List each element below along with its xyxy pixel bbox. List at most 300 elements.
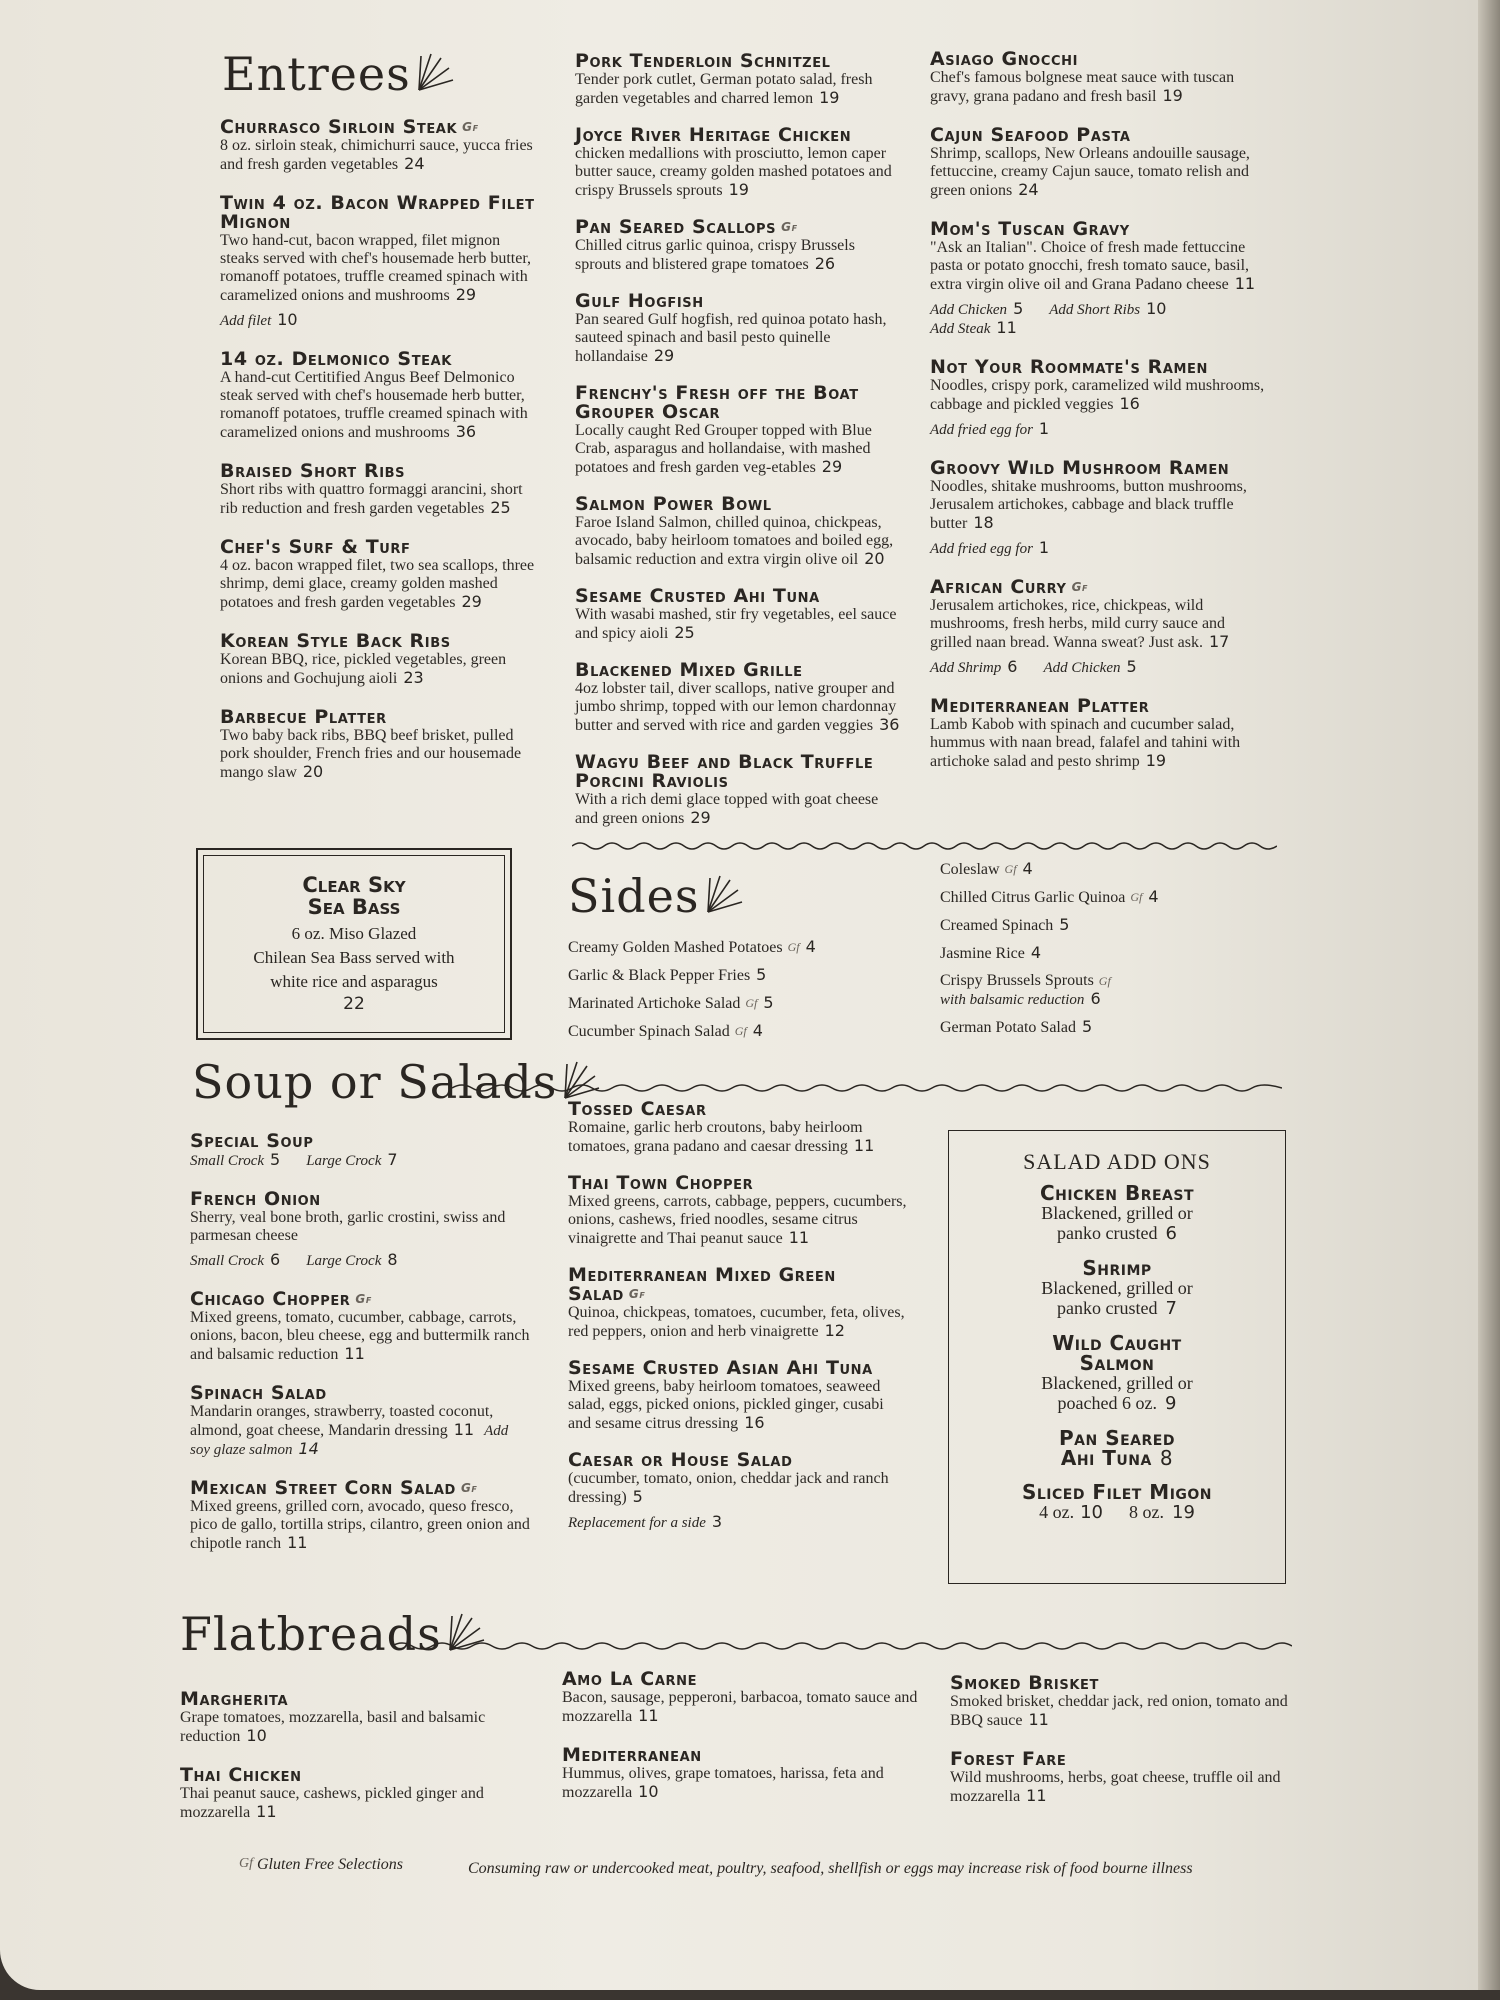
item-price: 25: [490, 498, 511, 517]
item-name: [950, 1674, 1310, 1693]
soups-title: Soup or Salads: [192, 1055, 558, 1109]
item-description-text: Jerusalem artichokes, rice, chickpeas, wild mushrooms, fresh herbs, mild curry sauce and grilled naan bread. Wanna sweat? Just ask.: [930, 597, 1226, 651]
side-subtext: with balsamic reduction: [940, 992, 1085, 1008]
addon-name-text: Pan Seared: [1059, 1426, 1175, 1450]
item-description: [930, 69, 1270, 106]
item-description-text: 4oz lobster tail, diver scallops, native grouper and jumbo shrimp, topped with our lemon chardonnay butter and served with rice and garden veggies: [575, 680, 897, 734]
menu-item: [220, 194, 540, 330]
side-name: Garlic & Black Pepper Fries: [568, 967, 751, 984]
entrees-column-2: [575, 52, 905, 846]
item-price: 29: [461, 592, 482, 611]
menu-item: [220, 462, 540, 518]
item-description: [575, 514, 905, 569]
side-price: 5: [756, 965, 767, 984]
sides-column-1: [568, 938, 898, 1050]
sides-title: Sides: [568, 869, 700, 923]
item-name: [575, 384, 905, 422]
addon-item: [949, 1428, 1285, 1468]
addon-name-text: Sliced Filet Migon: [1021, 1480, 1213, 1504]
add-on-price: 1: [1038, 538, 1050, 557]
addon-desc-text: poached 6 oz.: [1057, 1393, 1157, 1413]
item-description-text: Lamb Kabob with spinach and cucumber salad, hummus with naan bread, falafel and tahini with artichoke salad and pesto shrimp: [930, 716, 1241, 770]
flatbreads-column-3: [950, 1674, 1310, 1826]
menu-item: [562, 1670, 922, 1726]
item-name: [930, 697, 1270, 716]
add-on-price: 10: [277, 310, 298, 329]
item-description: [568, 1304, 908, 1341]
addon-desc-text: Blackened, grilled or: [1041, 1278, 1193, 1298]
side-price: 5: [763, 993, 774, 1012]
item-name: [575, 495, 905, 514]
menu-item: [190, 1384, 530, 1459]
palm-icon: [704, 872, 744, 916]
item-name-text: Twin 4 oz. Bacon Wrapped Filet Mignon: [220, 192, 535, 233]
side-item: [940, 972, 1270, 1009]
item-price: 11: [287, 1533, 308, 1552]
add-on-option: Small Crock: [190, 1253, 265, 1269]
item-price: 12: [824, 1321, 845, 1340]
item-name: [930, 50, 1270, 69]
add-on-line: [190, 1151, 530, 1170]
side-name: Crispy Brussels Sprouts: [940, 972, 1094, 989]
addon-item: [949, 1258, 1285, 1319]
side-name: Creamy Golden Mashed Potatoes: [568, 939, 783, 956]
item-name: [190, 1190, 530, 1209]
addon-name-text: Chicken Breast: [1039, 1181, 1195, 1205]
item-description-text: Locally caught Red Grouper topped with Blue Crab, asparagus and hollandaise, with mashed potatoes and fresh garden veg-etables: [575, 422, 872, 476]
add-on-option: Add filet: [220, 313, 272, 329]
item-description: [575, 311, 905, 366]
addon-price: 6: [1165, 1223, 1177, 1244]
item-name: [220, 118, 540, 137]
item-description: [190, 1403, 530, 1459]
side-item: [940, 888, 1270, 907]
item-description-text: Mandarin oranges, strawberry, toasted coconut, almond, goat cheese, Mandarin dressing: [190, 1403, 494, 1439]
item-description: [220, 369, 540, 442]
item-price: 29: [455, 285, 477, 304]
item-name-text: Smoked Brisket: [950, 1672, 1099, 1694]
item-price: 11: [853, 1136, 875, 1155]
page-edge: [1478, 0, 1500, 1990]
item-description-text: 4 oz. bacon wrapped filet, two sea scallops, three shrimp, demi glace, creamy golden mashed potatoes and fresh garden vegetables: [220, 557, 535, 611]
side-name: Cucumber Spinach Salad: [568, 1023, 730, 1040]
item-description: [930, 377, 1270, 414]
menu-item: [930, 697, 1270, 771]
entrees-title: Entrees: [222, 47, 411, 101]
add-on-line: [930, 319, 1270, 338]
gf-icon: Gf: [239, 1856, 253, 1871]
item-name: [930, 220, 1270, 239]
gluten-free-icon: Gf: [460, 1481, 478, 1495]
item-description: [575, 606, 905, 643]
side-price: 4: [805, 937, 816, 956]
addon-desc: [949, 1373, 1285, 1414]
menu-item: [220, 118, 540, 174]
entrees-column-1: [220, 118, 540, 802]
add-on-price: 3: [711, 1512, 723, 1531]
item-description: [220, 137, 540, 174]
gf-label: Gluten Free Selections: [257, 1856, 404, 1873]
item-description-text: With a rich demi glace topped with goat cheese and green onions: [575, 791, 879, 827]
item-description-text: Mixed greens, grilled corn, avocado, queso fresco, pico de gallo, tortilla strips, cilantro, green onion and chipotle ranch: [190, 1498, 530, 1552]
side-name: Jasmine Rice: [940, 945, 1025, 962]
menu-item: [575, 661, 905, 735]
entrees-header: [222, 47, 455, 101]
item-description-text: Noodles, crispy pork, caramelized wild mushrooms, cabbage and pickled veggies: [930, 377, 1265, 413]
item-price: 20: [864, 549, 885, 568]
item-description: [930, 145, 1270, 200]
item-price: 16: [744, 1413, 765, 1432]
menu-item: [568, 1359, 908, 1433]
item-name-text: Tossed Caesar: [568, 1098, 707, 1120]
item-name-text: Wagyu Beef and Black Truffle Porcini Raviolis: [575, 751, 874, 792]
item-price: 10: [246, 1726, 267, 1745]
addons-title: SALAD ADD ONS: [1023, 1149, 1211, 1174]
item-name: [180, 1690, 530, 1709]
addon-price: 8: [1159, 1446, 1174, 1470]
addon-desc-text: 4 oz.: [1039, 1502, 1075, 1522]
entrees-column-3: [930, 50, 1270, 791]
addon-item: [949, 1482, 1285, 1523]
item-name: [220, 708, 540, 727]
menu-item: [930, 358, 1270, 439]
item-name-text: Pork Tenderloin Schnitzel: [575, 50, 831, 72]
item-description: [930, 716, 1270, 771]
add-on-line: [220, 311, 540, 330]
item-name: [568, 1266, 908, 1304]
menu-item: [180, 1766, 530, 1822]
menu-item: [562, 1746, 922, 1802]
item-description: [575, 791, 905, 828]
item-name: [575, 126, 905, 145]
item-price: 19: [1145, 751, 1167, 770]
side-price: 6: [1090, 989, 1101, 1008]
gluten-free-icon: Gf: [1130, 890, 1143, 904]
addon-desc-text: Blackened, grilled or: [1041, 1373, 1193, 1393]
item-name-text: Spinach Salad: [190, 1382, 327, 1404]
item-name-text: Amo La Carne: [562, 1668, 698, 1690]
item-name: [190, 1479, 530, 1498]
item-name: [562, 1670, 922, 1689]
item-price: 36: [455, 422, 477, 441]
gluten-free-icon: Gf: [734, 1024, 747, 1038]
menu-item: [568, 1266, 908, 1341]
item-name: [190, 1132, 530, 1151]
item-name-text: Frenchy's Fresh off the Boat Grouper Oscar: [575, 382, 859, 423]
item-description-text: Shrimp, scallops, New Orleans andouille sausage, fettuccine, creamy Cajun sauce, tomato relish and green onions: [930, 145, 1250, 199]
item-description: [930, 239, 1270, 294]
add-on-option: Large Crock: [306, 1253, 382, 1269]
item-name-text: Not Your Roommate's Ramen: [930, 356, 1209, 378]
item-description-text: 8 oz. sirloin steak, chimichurri sauce, yucca fries and fresh garden vegetables: [220, 137, 533, 173]
item-description-text: Thai peanut sauce, cashews, pickled ginger and mozzarella: [180, 1785, 484, 1821]
side-item: [940, 1018, 1270, 1037]
menu-item: [575, 753, 905, 828]
item-name-text: Churrasco Sirloin Steak: [220, 116, 458, 138]
item-price: 11: [344, 1344, 365, 1363]
addon-desc-text: 8 oz.: [1129, 1502, 1164, 1522]
item-description: [575, 422, 905, 477]
item-description-text: With wasabi mashed, stir fry vegetables, eel sauce and spicy aioli: [575, 606, 897, 642]
side-item: [568, 938, 898, 957]
item-description-text: (cucumber, tomato, onion, cheddar jack and ranch dressing): [568, 1470, 889, 1506]
item-name: [220, 350, 540, 369]
item-name-text: Joyce River Heritage Chicken: [575, 124, 852, 146]
item-name: [220, 462, 540, 481]
menu-item: [180, 1690, 530, 1746]
side-price: 4: [1030, 943, 1042, 962]
item-description: [950, 1769, 1310, 1806]
item-description-text: Mixed greens, baby heirloom tomatoes, seaweed salad, eggs, picked onions, pickled ginger, cusabi and sesame citrus dressing: [568, 1378, 884, 1432]
item-description-text: "Ask an Italian". Choice of fresh made fettuccine pasta or potato gnocchi, fresh tomato sauce, basil, extra virgin olive oil and Grana Padano cheese: [930, 239, 1250, 293]
addon-name: [949, 1183, 1285, 1203]
gluten-free-icon: Gf: [1071, 580, 1089, 594]
menu-item: [575, 292, 905, 366]
gluten-free-icon: Gf: [628, 1287, 646, 1301]
menu-item: [575, 126, 905, 200]
menu-item: [568, 1174, 908, 1248]
item-price: 11: [788, 1228, 810, 1247]
item-description: [575, 71, 905, 108]
menu-item: [190, 1479, 530, 1553]
menu-item: [220, 708, 540, 782]
item-price: 36: [879, 715, 900, 734]
menu-item: [930, 50, 1270, 106]
menu-item: [220, 632, 540, 688]
item-price: 29: [690, 808, 711, 827]
gluten-free-icon: Gf: [781, 220, 798, 234]
gluten-free-icon: Gf: [1098, 974, 1111, 988]
item-name-text: Asiago Gnocchi: [930, 48, 1079, 70]
item-name-text: Sesame Crusted Asian Ahi Tuna: [568, 1357, 873, 1379]
item-name-text: Margherita: [180, 1688, 289, 1710]
item-price: 10: [638, 1782, 659, 1801]
item-description-text: Noodles, shitake mushrooms, button mushrooms, Jerusalem artichokes, cabbage and black truffle butter: [930, 478, 1247, 532]
addon-price: 10: [1080, 1502, 1103, 1523]
item-price: 29: [821, 457, 843, 476]
side-name: Marinated Artichoke Salad: [568, 995, 741, 1012]
add-on-option: Add fried egg for: [930, 422, 1033, 438]
menu-item: [930, 220, 1270, 338]
gluten-free-icon: Gf: [355, 1292, 372, 1306]
item-name-text: French Onion: [190, 1188, 321, 1210]
item-price: 18: [973, 513, 994, 532]
item-description: [220, 557, 540, 612]
item-name-text: Caesar or House Salad: [568, 1449, 793, 1471]
item-description: [190, 1498, 530, 1553]
menu-item: [930, 126, 1270, 200]
item-name-text: Thai Chicken: [180, 1764, 302, 1786]
add-on-line: [930, 539, 1270, 558]
item-price: 25: [674, 623, 695, 642]
add-on-price: 8: [387, 1250, 398, 1269]
item-description-text: Mixed greens, carrots, cabbage, peppers, cucumbers, onions, cashews, fried noodles, sesame citrus vinaigrette and Thai peanut sauce: [568, 1193, 907, 1247]
addon-name: [949, 1333, 1285, 1373]
item-name-text: Chef's Surf & Turf: [220, 536, 411, 558]
item-description: [568, 1378, 908, 1433]
item-name-text: Sesame Crusted Ahi Tuna: [575, 585, 820, 607]
menu-item: [950, 1750, 1310, 1806]
item-description: [220, 232, 540, 305]
add-on-option: Add fried egg for: [930, 541, 1033, 557]
item-name: [220, 632, 540, 651]
item-price: 24: [404, 154, 425, 173]
add-on-price: 14: [298, 1439, 319, 1458]
item-description: [190, 1209, 530, 1245]
add-on-line: [930, 658, 1270, 677]
menu-item: [575, 495, 905, 569]
item-name: [190, 1290, 530, 1309]
item-description: [568, 1119, 908, 1156]
item-name-text: Thai Town Chopper: [568, 1172, 754, 1194]
side-name: Creamed Spinach: [940, 917, 1054, 934]
item-name-text: Mexican Street Corn Salad: [190, 1477, 456, 1499]
add-on-option: Add Short Ribs: [1049, 302, 1141, 318]
sides-header: [568, 869, 744, 923]
item-name: [575, 661, 905, 680]
item-name-text: Braised Short Ribs: [220, 460, 406, 482]
item-name: [190, 1384, 530, 1403]
food-warning: Consuming raw or undercooked meat, poultry, seafood, shellfish or eggs may increase risk of food bourne illness: [468, 1860, 1193, 1877]
flatbreads-title: Flatbreads: [180, 1607, 442, 1661]
palm-icon: [415, 50, 455, 94]
item-description-text: Korean BBQ, rice, pickled vegetables, green onions and Gochujung aioli: [220, 651, 507, 687]
addon-name: [949, 1258, 1285, 1278]
side-item: [568, 966, 898, 985]
item-name-text: Mediterranean Mixed Green Salad: [568, 1264, 836, 1305]
item-price: 23: [403, 668, 424, 687]
item-name-text: Mediterranean Platter: [930, 695, 1150, 717]
item-price: 16: [1119, 394, 1140, 413]
side-price: 4: [1148, 887, 1159, 906]
item-price: 24: [1018, 180, 1039, 199]
add-on-line: [568, 1513, 908, 1532]
add-on-option: Add Chicken: [930, 302, 1008, 318]
salad-addons-box: [948, 1130, 1286, 1584]
menu-item: [190, 1132, 530, 1170]
item-description-text: chicken medallions with prosciutto, lemon caper butter sauce, creamy golden mashed potatoes and crispy Brussels sprouts: [575, 145, 892, 199]
item-description-text: Wild mushrooms, herbs, goat cheese, truffle oil and mozzarella: [950, 1769, 1281, 1805]
item-description-text: Tender pork cutlet, German potato salad, fresh garden vegetables and charred lemon: [575, 71, 873, 107]
gluten-free-icon: Gf: [787, 940, 800, 954]
add-on-option: Large Crock: [306, 1153, 382, 1169]
item-price: 11: [453, 1420, 475, 1439]
item-description-text: Two baby back ribs, BBQ beef brisket, pulled pork shoulder, French fries and our housemade mango slaw: [220, 727, 522, 781]
item-description: [568, 1470, 908, 1507]
menu-item: [575, 52, 905, 108]
item-name: [568, 1451, 908, 1470]
special-price: 22: [343, 994, 365, 1014]
item-description: [562, 1765, 922, 1802]
item-name-text: Barbecue Platter: [220, 706, 387, 728]
item-description: [220, 481, 540, 518]
side-item: [568, 994, 898, 1013]
add-on-price: 7: [387, 1150, 398, 1169]
item-description: [575, 680, 905, 735]
item-name: [568, 1359, 908, 1378]
item-name-text: Mom's Tuscan Gravy: [930, 218, 1130, 240]
addon-desc: [949, 1203, 1285, 1244]
menu-item: [220, 350, 540, 442]
add-on-line: [930, 420, 1270, 439]
item-price: 20: [302, 762, 324, 781]
special-desc: 6 oz. Miso Glazed Chilean Sea Bass served with white rice and asparagus: [253, 924, 455, 991]
add-on-option: Add Chicken: [1043, 660, 1121, 676]
item-name: [220, 194, 540, 232]
side-name: Coleslaw: [940, 861, 1000, 878]
item-name-text: Pan Seared Scallops: [575, 216, 777, 238]
item-description: [575, 145, 905, 200]
item-description-text: Romaine, garlic herb croutons, baby heirloom tomatoes, grana padano and caesar dressing: [568, 1119, 863, 1155]
item-price: 11: [638, 1706, 659, 1725]
item-description-text: Hummus, olives, grape tomatoes, harissa, feta and mozzarella: [562, 1765, 884, 1801]
menu-item: [930, 578, 1270, 677]
side-price: 4: [752, 1021, 763, 1040]
item-price: 19: [728, 180, 749, 199]
menu-item: [930, 459, 1270, 558]
item-name-text: Groovy Wild Mushroom Ramen: [930, 457, 1230, 479]
item-price: 19: [819, 88, 840, 107]
gluten-free-icon: Gf: [1004, 862, 1017, 876]
side-name: Chilled Citrus Garlic Quinoa: [940, 889, 1126, 906]
item-name-text: Korean Style Back Ribs: [220, 630, 451, 652]
addon-name: [949, 1428, 1285, 1468]
add-on-option: Replacement for a side: [568, 1515, 706, 1531]
item-price: 11: [256, 1802, 277, 1821]
sides-column-2: [940, 860, 1270, 1046]
item-description: [220, 651, 540, 688]
item-description-text: Two hand-cut, bacon wrapped, filet mignon steaks served with chef's housemade herb butter, romanoff potatoes, truffle creamed spinach with caramelized onions and mushrooms: [220, 232, 532, 304]
item-description-text: A hand-cut Certitified Angus Beef Delmonico steak served with chef's housemade herb butter, romanoff potatoes, truffle creamed spinach with caramelized onions and mushrooms: [220, 369, 528, 441]
menu-item: [190, 1290, 530, 1364]
wave-divider: [572, 840, 1277, 852]
menu-item: [575, 384, 905, 477]
item-name-text: Special Soup: [190, 1130, 314, 1152]
side-item: [940, 944, 1270, 963]
addon-desc-text: panko crusted: [1057, 1298, 1158, 1318]
item-description-text: Faroe Island Salmon, chilled quinoa, chickpeas, avocado, baby heirloom tomatoes and boiled egg, balsamic reduction and extra virgin olive oil: [575, 514, 894, 568]
add-on-price: 6: [1007, 657, 1018, 676]
item-price: 17: [1209, 632, 1230, 651]
item-description-text: Mixed greens, tomato, cucumber, cabbage, carrots, onions, bacon, bleu cheese, egg and buttermilk ranch and balsamic reduction: [190, 1309, 530, 1363]
item-description: [930, 597, 1270, 652]
item-name: [930, 459, 1270, 478]
add-on-price: 10: [1146, 299, 1167, 318]
add-on-option: Add Steak: [930, 321, 991, 337]
item-name-text: 14 oz. Delmonico Steak: [220, 348, 452, 370]
item-name: [180, 1766, 530, 1785]
side-item: [568, 1022, 898, 1041]
item-description-text: Chilled citrus garlic quinoa, crispy Brussels sprouts and blistered grape tomatoes: [575, 237, 855, 273]
flatbreads-column-1: [180, 1690, 530, 1842]
addon-price: 19: [1172, 1502, 1195, 1523]
add-on-option: Small Crock: [190, 1153, 265, 1169]
menu-item: [575, 587, 905, 643]
soups-header: [192, 1055, 601, 1109]
item-name: [930, 578, 1270, 597]
palm-icon: [561, 1058, 601, 1102]
add-on-line: [190, 1251, 530, 1270]
special-name: Clear Sky Sea Bass: [302, 873, 406, 919]
item-name: [220, 538, 540, 557]
add-on-price: 5: [270, 1150, 281, 1169]
add-on-option: Add Shrimp: [930, 660, 1002, 676]
wave-divider: [452, 1082, 1282, 1094]
item-price: 19: [1162, 86, 1183, 105]
item-name-text: Gulf Hogfish: [575, 290, 704, 312]
item-price: 11: [1234, 274, 1256, 293]
item-name: [575, 52, 905, 71]
